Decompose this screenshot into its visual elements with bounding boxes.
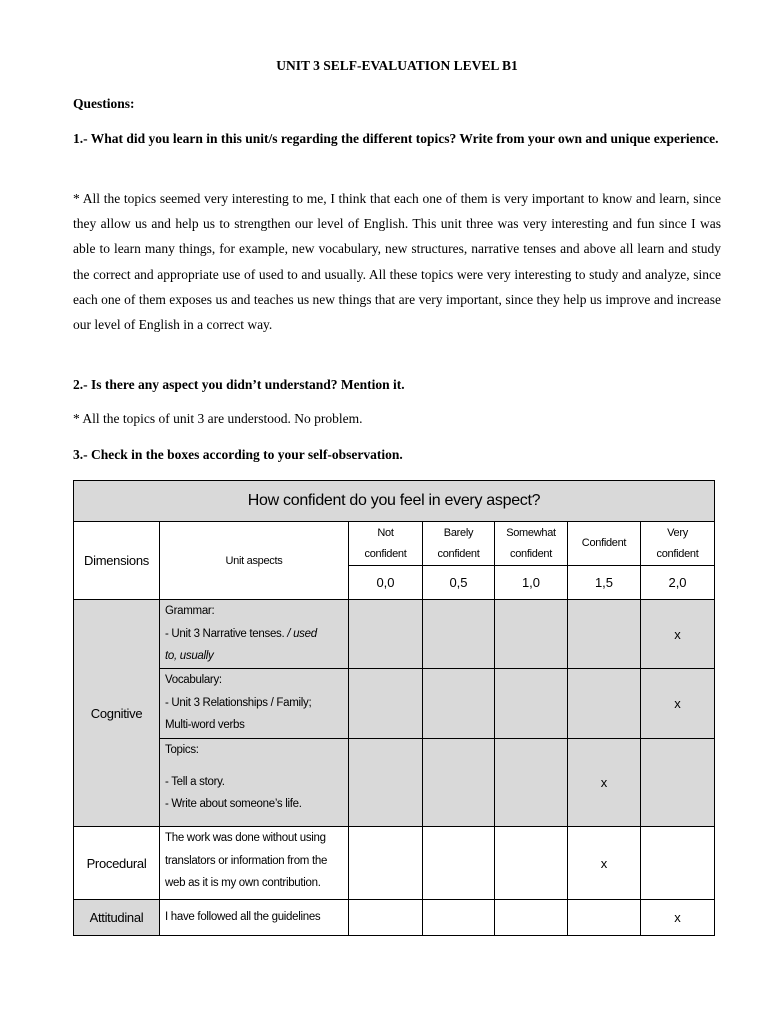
checkbox-cell[interactable] [641, 827, 715, 900]
checkbox-cell[interactable] [495, 827, 568, 900]
dimensions-header: Dimensions [74, 522, 160, 600]
checkbox-cell[interactable] [568, 600, 641, 669]
aspect-topics: Topics: - Tell a story. - Write about someone’s life. [160, 739, 349, 827]
checkbox-cell-checked[interactable]: x [568, 739, 641, 827]
level-header: Not confident [349, 522, 423, 566]
checkbox-cell[interactable] [423, 600, 495, 669]
checkbox-cell[interactable] [349, 827, 423, 900]
aspect-vocabulary: Vocabulary: - Unit 3 Relationships / Family; Multi-word verbs [160, 669, 349, 739]
dimension-procedural: Procedural [74, 827, 160, 900]
checkbox-cell[interactable] [568, 900, 641, 936]
checkbox-cell[interactable] [568, 669, 641, 739]
level-score: 0,5 [423, 566, 495, 600]
checkbox-cell[interactable] [423, 739, 495, 827]
question-3: 3.- Check in the boxes according to your self-observation. [73, 447, 403, 462]
level-header: Confident [568, 522, 641, 566]
questions-label: Questions: [73, 96, 135, 111]
aspect-procedural: The work was done without using translators or information from the web as it is my own contribution. [160, 827, 349, 900]
question-2: 2.- Is there any aspect you didn’t understand? Mention it. [73, 377, 405, 392]
checkbox-cell[interactable] [349, 600, 423, 669]
level-header: Very confident [641, 522, 715, 566]
level-score: 1,5 [568, 566, 641, 600]
aspect-attitudinal: I have followed all the guidelines [160, 900, 349, 936]
dimension-attitudinal: Attitudinal [74, 900, 160, 936]
checkbox-cell[interactable] [495, 669, 568, 739]
level-score: 2,0 [641, 566, 715, 600]
question-1: 1.- What did you learn in this unit/s regarding the different topics? Write from your own and unique experience. [73, 131, 719, 146]
level-score: 1,0 [495, 566, 568, 600]
checkbox-cell[interactable] [641, 739, 715, 827]
checkbox-cell-checked[interactable]: x [568, 827, 641, 900]
aspect-grammar: Grammar: - Unit 3 Narrative tenses. / used to, usually [160, 600, 349, 669]
checkbox-cell[interactable] [495, 600, 568, 669]
checkbox-cell[interactable] [495, 900, 568, 936]
checkbox-cell-checked[interactable]: x [641, 669, 715, 739]
level-header: Barely confident [423, 522, 495, 566]
unit-aspects-header: Unit aspects [160, 522, 349, 600]
checkbox-cell[interactable] [423, 900, 495, 936]
checkbox-cell[interactable] [495, 739, 568, 827]
checkbox-cell[interactable] [423, 669, 495, 739]
dimension-cognitive: Cognitive [74, 600, 160, 827]
table-title: How confident do you feel in every aspect? [74, 481, 715, 522]
document-title: UNIT 3 SELF-EVALUATION LEVEL B1 [276, 58, 518, 73]
checkbox-cell-checked[interactable]: x [641, 600, 715, 669]
checkbox-cell-checked[interactable]: x [641, 900, 715, 936]
answer-2: * All the topics of unit 3 are understood. No problem. [73, 411, 363, 426]
checkbox-cell[interactable] [349, 669, 423, 739]
checkbox-cell[interactable] [349, 900, 423, 936]
level-score: 0,0 [349, 566, 423, 600]
level-header: Somewhat confident [495, 522, 568, 566]
answer-1: * All the topics seemed very interesting to me, I think that each one of them is very important to know and learn, since they allow us and help us to strengthen our level of English. This unit three was very interesting and fun since I was able to learn many things, for example, new vocabulary, new structures, narrative tenses and above all learn and study the correct and appropriate use of used to and usually. All these topics were very interesting to study and analyze, since each one of them exposes us and teaches us new things that are very important, since they help us improve and increase our level of English in a correct way. [73, 191, 721, 333]
checkbox-cell[interactable] [349, 739, 423, 827]
self-evaluation-table [73, 480, 715, 936]
checkbox-cell[interactable] [423, 827, 495, 900]
